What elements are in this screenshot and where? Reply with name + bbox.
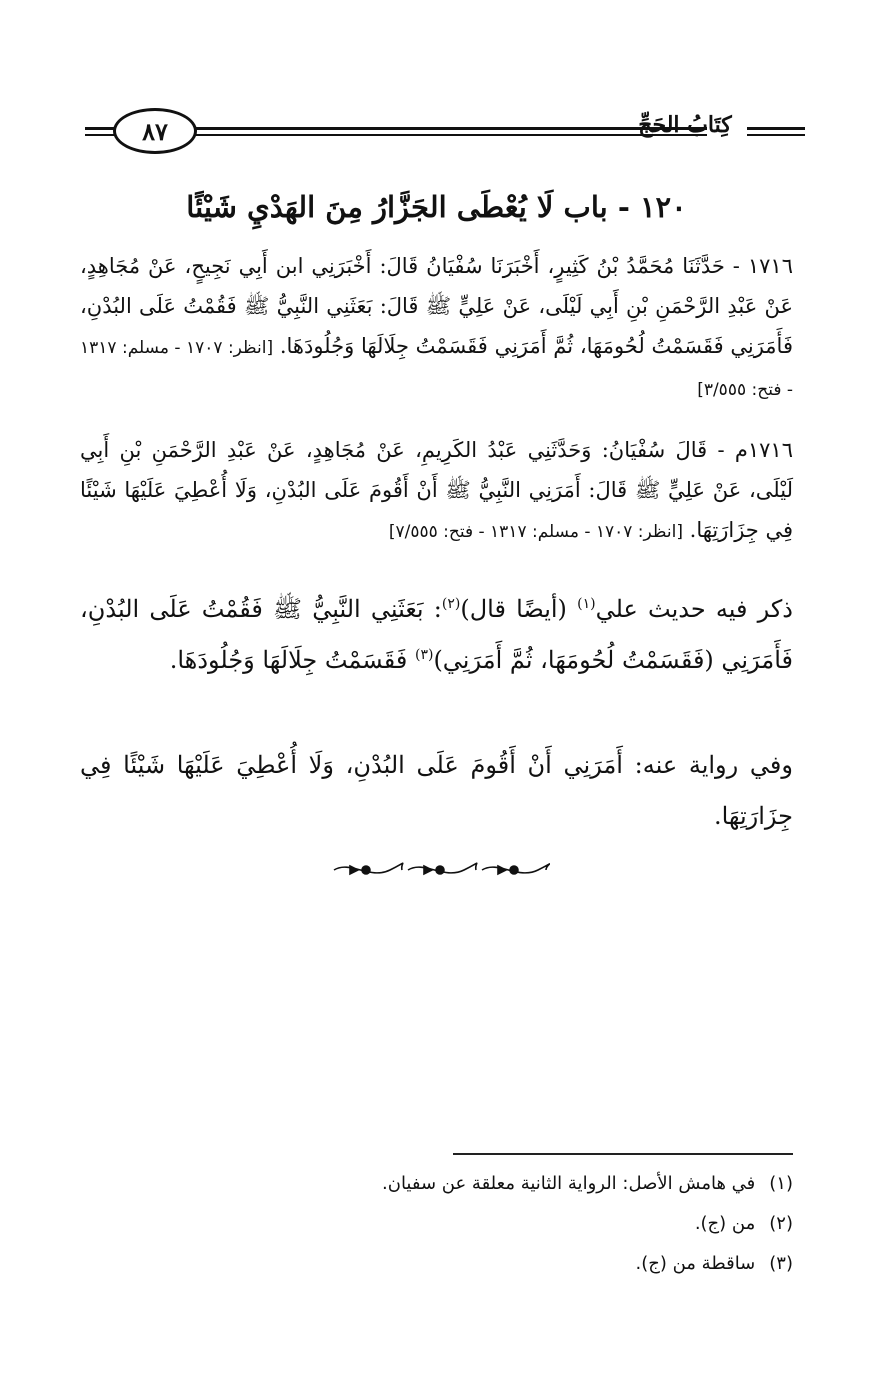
hadith-reference: [انظر: ١٧٠٧ - مسلم: ١٣١٧ - فتح: ٣/٥٥٥]: [80, 338, 793, 400]
header-rule-right: [747, 124, 805, 140]
commentary-paragraph-1: [80, 584, 793, 686]
page-number: ٨٧: [113, 108, 197, 154]
commentary-text: : بَعَثَنِي النَّبِيُّ ﷺ فَقُمْتُ عَلَى البُدْنِ، فَأَمَرَنِي (فَقَسَمْتُ لُحُومَهَا، ثُمَّ أَمَرَنِي): [80, 595, 793, 674]
footnote-text: في هامش الأصل: الرواية الثانية معلقة عن سفيان.: [382, 1173, 756, 1194]
hadith-1716m: [80, 430, 793, 552]
footnote-2: [80, 1204, 793, 1244]
footnote-number: (١): [769, 1173, 793, 1194]
hadith-1716: [80, 246, 793, 410]
footnote-marker-3: (٣): [414, 647, 434, 663]
footnote-1: [80, 1164, 793, 1204]
footnote-marker-2: (٢): [441, 596, 461, 612]
footnote-3: [80, 1244, 793, 1284]
footnote-number: (٣): [769, 1253, 793, 1274]
footnote-number: (٢): [769, 1213, 793, 1234]
running-title: كِتَابُ الحَجِّ: [638, 112, 732, 138]
chapter-title: ١٢٠ - باب لَا يُعْطَى الجَزَّارُ مِنَ الهَدْيِ شَيْئًا: [186, 190, 687, 224]
footnotes: [80, 1164, 793, 1284]
footnote-marker-1: (١): [577, 596, 596, 612]
hadith-text: ١٧١٦ - حَدَّثَنَا مُحَمَّدُ بْنُ كَثِيرٍ، أَخْبَرَنَا سُفْيَانُ قَالَ: أَخْبَرَنِي ابن أَبِي نَجِيحٍ، عَنْ مُجَاهِدٍ، عَنْ عَبْدِ الرَّحْمَنِ بْنِ أَبِي لَيْلَى، عَنْ عَلِيٍّ ﷺ قَالَ: بَعَثَنِي النَّبِيُّ ﷺ فَقُمْتُ عَلَى البُدْنِ، فَأَمَرَنِي فَقَسَمْتُ لُحُومَهَا، ثُمَّ أَمَرَنِي فَقَسَمْتُ جِلَالَهَا وَجُلُودَهَا.: [80, 254, 793, 358]
commentary-text: (أيضًا قال): [460, 595, 578, 623]
commentary-text: ذكر فيه حديث علي: [595, 595, 793, 623]
commentary-paragraph-2: وفي رواية عنه: أَمَرَنِي أَنْ أَقُومَ عَلَى البُدْنِ، وَلَا أُعْطِيَ عَلَيْهَا شَيْئًا فِي جِزَارَتِهَا.: [80, 751, 793, 830]
hadith-reference: [انظر: ١٧٠٧ - مسلم: ١٣١٧ - فتح: ٧/٥٥٥]: [388, 522, 683, 542]
commentary-text: فَقَسَمْتُ جِلَالَهَا وَجُلُودَهَا.: [169, 646, 415, 674]
footnote-separator: [453, 1153, 793, 1155]
footnote-text: ساقطة من (ج).: [635, 1253, 756, 1274]
section-ornament: [330, 852, 550, 888]
footnote-text: من (ج).: [694, 1213, 756, 1234]
hadith-text: ١٧١٦م - قَالَ سُفْيَانُ: وَحَدَّثَنِي عَبْدُ الكَرِيمِ، عَنْ مُجَاهِدٍ، عَنْ عَبْدِ الرَّحْمَنِ بْنِ أَبِي لَيْلَى، عَنْ عَلِيٍّ ﷺ قَالَ: أَمَرَنِي النَّبِيُّ ﷺ أَنْ أَقُومَ عَلَى البُدْنِ، وَلَا أُعْطِيَ عَلَيْهَا شَيْئًا فِي جِزَارَتِهَا.: [80, 438, 793, 542]
running-header: [85, 108, 805, 158]
